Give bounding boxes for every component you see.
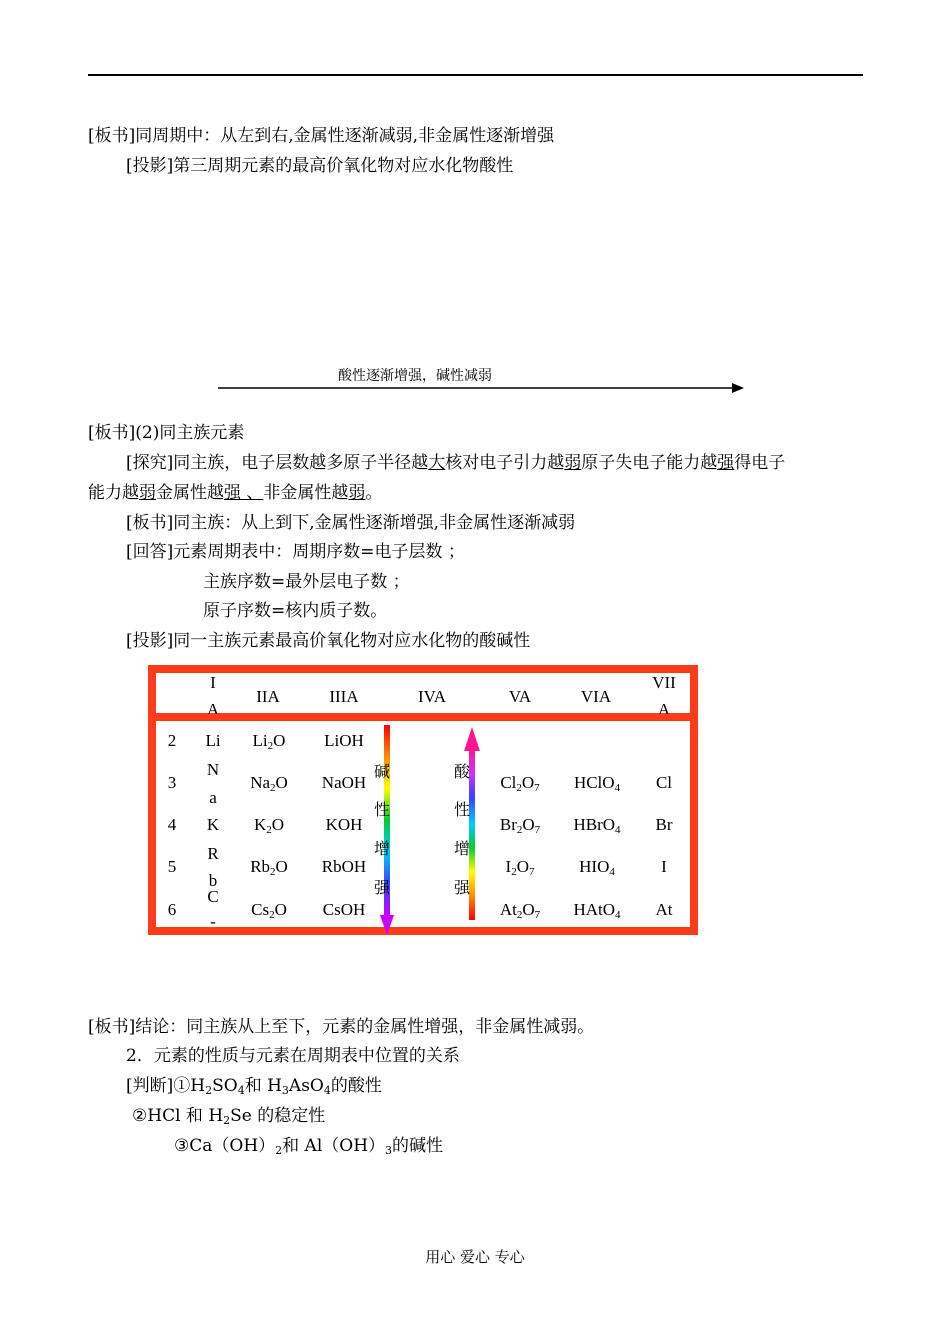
- subscript: 7: [534, 782, 540, 794]
- hydroxide-cell: KOH: [325, 815, 363, 834]
- text-span: 和 H: [244, 1076, 282, 1096]
- element-cell: I: [661, 857, 667, 876]
- header-cell: A: [657, 700, 671, 714]
- element-cell: b: [208, 871, 218, 890]
- text-span: 金属性越: [156, 483, 224, 503]
- text-span: O: [522, 815, 535, 834]
- text-line: [174, 1135, 443, 1157]
- header-cell: VA: [508, 687, 532, 706]
- subscript: 2: [267, 740, 274, 752]
- vertical-label: 强: [453, 878, 470, 897]
- subscript: 2: [270, 866, 276, 878]
- text-span: Cl: [500, 773, 517, 792]
- text-span: O: [274, 900, 287, 919]
- acid-cell: [560, 773, 634, 793]
- text-line: [板书]同周期中：从左到右,金属性逐渐减弱,非金属性逐渐增强: [88, 126, 555, 146]
- vertical-label: 增: [373, 839, 390, 858]
- text-line: [投影]第三周期元素的最高价氧化物对应水化物酸性: [126, 156, 514, 176]
- underlined-answer: 强 、: [224, 483, 264, 503]
- subscript: 2: [511, 866, 517, 878]
- text-span: I: [505, 857, 512, 876]
- vertical-label: 性: [453, 800, 470, 819]
- element-cell: At: [655, 900, 673, 919]
- page-footer: 用心 爱心 专心: [425, 1248, 525, 1266]
- text-span: SO: [212, 1076, 238, 1096]
- period-number: 5: [167, 857, 177, 876]
- text-span: [探究]同主族，电子层数越多原子半径越: [126, 453, 429, 473]
- subscript: 4: [615, 824, 621, 836]
- up-arrow-icon: [462, 725, 482, 755]
- text-span: 非金属性越: [263, 483, 349, 503]
- hydroxide-cell: LiOH: [324, 731, 364, 750]
- text-span: 的酸性: [330, 1076, 382, 1096]
- text-span: At: [499, 900, 517, 919]
- text-span: ③Ca（OH）: [174, 1136, 276, 1156]
- text-span: Se 的稳定性: [230, 1106, 326, 1126]
- hydroxide-cell: RbOH: [321, 857, 367, 876]
- header-separator: [148, 713, 698, 721]
- element-cell: Br: [655, 815, 673, 834]
- text-line: [126, 452, 785, 474]
- text-line: 原子序数=核内质子数。: [203, 601, 388, 621]
- oxide-cell: [238, 900, 300, 920]
- element-cell: a: [209, 788, 217, 807]
- period-number: 6: [167, 900, 177, 919]
- element-cell: C: [207, 887, 219, 906]
- text-span: 核对电子引力越: [445, 453, 565, 473]
- element-cell: Cl: [655, 773, 673, 792]
- header-cell: IVA: [417, 687, 447, 706]
- element-cell: K: [206, 815, 220, 834]
- underlined-answer: 强: [717, 453, 735, 473]
- text-span: 的碱性: [392, 1136, 444, 1156]
- text-span: Br: [499, 815, 517, 834]
- element-cell: Li: [205, 731, 221, 750]
- text-span: O: [521, 773, 535, 792]
- acid-cell: [560, 815, 634, 835]
- text-line: 主族序数=最外层电子数 ；: [203, 572, 410, 592]
- period-number: 4: [167, 815, 177, 834]
- text-span: O: [271, 815, 285, 834]
- header-cell: A: [206, 700, 220, 714]
- hydroxide-cell: CsOH: [322, 900, 366, 919]
- text-span: AsO: [288, 1076, 324, 1096]
- text-span: Li: [252, 731, 268, 750]
- oxide-cell: [488, 857, 552, 877]
- subscript: 3: [281, 1084, 289, 1097]
- vertical-label: 酸: [453, 762, 470, 781]
- underlined-answer: 弱: [564, 453, 582, 473]
- text-span: 原子失电子能力越: [581, 453, 718, 473]
- header-cell: VIA: [580, 687, 612, 706]
- header-cell: IIIA: [329, 687, 359, 706]
- text-line: [88, 482, 382, 504]
- text-line: [板书]结论：同主族从上至下，元素的金属性增强，非金属性减弱。: [88, 1017, 595, 1037]
- subscript: 2: [516, 782, 522, 794]
- subscript: 2: [516, 824, 523, 836]
- text-span: [判断]①H: [126, 1076, 206, 1096]
- subscript: 4: [614, 782, 621, 794]
- text-line: [板书]同主族：从上到下,金属性逐渐增强,非金属性逐渐减弱: [126, 513, 576, 533]
- element-cell: R: [207, 844, 219, 863]
- oxide-cell: [238, 857, 300, 877]
- text-span: K: [253, 815, 267, 834]
- header-cell: IIA: [256, 687, 280, 706]
- subscript: 4: [237, 1084, 245, 1097]
- text-span: ②HCl 和 H: [132, 1106, 224, 1126]
- acid-cell: [560, 857, 634, 877]
- subscript: 7: [534, 909, 541, 921]
- subscript: 3: [385, 1144, 393, 1157]
- text-span: Rb: [250, 857, 271, 876]
- text-line: [回答]元素周期表中：周期序数=电子层数 ；: [126, 542, 465, 562]
- underlined-answer: 弱: [139, 483, 156, 503]
- period-number: 2: [167, 731, 177, 750]
- hydroxide-cell: NaOH: [321, 773, 367, 792]
- subscript: 4: [609, 866, 615, 878]
- text-line: [投影]同一主族元素最高价氧化物对应水化物的酸碱性: [126, 631, 531, 651]
- subscript: 2: [205, 1084, 213, 1097]
- underlined-answer: 大: [428, 453, 446, 473]
- text-span: O: [522, 900, 535, 919]
- subscript: 7: [528, 866, 535, 878]
- element-cell: N: [206, 760, 220, 779]
- right-arrow-icon: [218, 380, 748, 396]
- text-span: 得电子: [734, 453, 786, 473]
- text-span: 。: [365, 483, 383, 503]
- subscript: 2: [223, 1114, 231, 1127]
- text-line: [132, 1105, 325, 1127]
- element-cell: -: [210, 912, 216, 924]
- subscript: 2: [269, 909, 275, 921]
- vertical-label: 碱: [373, 762, 390, 781]
- header-rule: [88, 74, 863, 76]
- oxide-cell: [488, 773, 552, 793]
- oxide-cell: [238, 815, 300, 835]
- vertical-label: 性: [373, 800, 390, 819]
- vertical-label: 强: [373, 878, 390, 897]
- oxide-cell: [238, 773, 300, 793]
- text-span: O: [275, 857, 288, 876]
- text-span: 和 Al（OH）: [282, 1136, 386, 1156]
- subscript: 2: [516, 909, 523, 921]
- text-span: Cs: [251, 900, 270, 919]
- text-span: Na: [250, 773, 271, 792]
- period-number: 3: [167, 773, 177, 792]
- oxide-cell: [488, 815, 552, 835]
- oxide-cell: [238, 731, 300, 751]
- subscript: 4: [615, 909, 621, 921]
- text-span: HClO: [573, 773, 615, 792]
- text-span: O: [273, 731, 286, 750]
- text-span: O: [516, 857, 529, 876]
- text-span: HBrO: [573, 815, 616, 834]
- down-arrow-icon: [378, 907, 396, 937]
- acid-cell: [560, 900, 634, 920]
- oxide-cell: [488, 900, 552, 920]
- subscript: 2: [275, 1144, 283, 1157]
- text-span: 能力越: [88, 483, 139, 503]
- text-line: [126, 1075, 382, 1097]
- text-span: O: [275, 773, 288, 792]
- subscript: 2: [270, 782, 276, 794]
- arrow-label: 酸性逐渐增强，碱性减弱: [338, 368, 492, 384]
- subscript: 7: [534, 824, 541, 836]
- text-span: HIO: [579, 857, 610, 876]
- text-line: 2．元素的性质与元素在周期表中位置的关系: [126, 1046, 460, 1066]
- text-span: HAtO: [573, 900, 616, 919]
- subscript: 2: [266, 824, 272, 836]
- text-line: [板书](2)同主族元素: [88, 423, 245, 443]
- header-cell: I: [210, 673, 216, 692]
- subscript: 4: [323, 1084, 331, 1097]
- underlined-answer: 弱: [348, 483, 366, 503]
- header-cell: VII: [652, 673, 676, 692]
- vertical-label: 增: [453, 839, 470, 858]
